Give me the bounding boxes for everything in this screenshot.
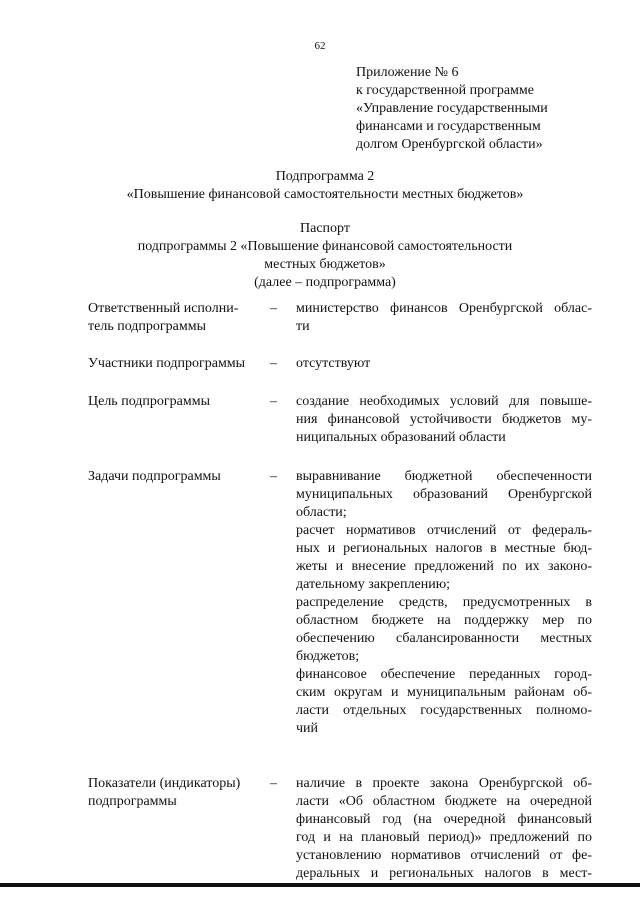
appendix-line: «Управление государственными xyxy=(356,101,548,116)
row-value-line: финансовый год (на очередной финансовый xyxy=(296,812,592,827)
row-dash: – xyxy=(270,776,277,791)
row-label xyxy=(88,300,266,336)
row-value-line: бюджетов; xyxy=(296,649,360,664)
row-dash: – xyxy=(270,356,277,371)
row-label xyxy=(88,393,266,411)
appendix-line: финансами и государственным xyxy=(356,119,541,134)
row-value-line: ниципальных образований области xyxy=(296,430,506,445)
appendix-line: долгом Оренбургской области» xyxy=(356,137,543,152)
passport-table xyxy=(88,300,592,883)
passport-row-indicators xyxy=(88,775,592,883)
row-label-line: Показатели (индикаторы) xyxy=(88,776,241,791)
row-value-line: ных и региональных налогов в местные бюд- xyxy=(296,541,592,556)
appendix-line: Приложение № 6 xyxy=(356,65,459,80)
row-value-line: выравнивание бюджетной обеспеченности xyxy=(296,469,592,484)
row-value-line: ти xyxy=(296,319,310,334)
row-value-line: создание необходимых условий для повыше- xyxy=(296,394,592,409)
row-label-line: Ответственный исполни- xyxy=(88,301,239,316)
row-value-line: чий xyxy=(296,721,319,736)
row-value-line: распределение средств, предусмотренных в xyxy=(296,595,592,610)
row-value-line: министерство финансов Оренбургской облас- xyxy=(296,301,592,316)
appendix-line: к государственной программе xyxy=(356,83,534,98)
passport-title: Паспорт xyxy=(300,221,350,236)
row-value-line: дательному закреплению; xyxy=(296,577,451,592)
subprogram-subtitle: «Повышение финансовой самостоятельности местных бюджетов» xyxy=(126,187,524,202)
row-value-line: год и на плановый период)» предложений по xyxy=(296,830,592,845)
row-value-line: муниципальных образований Оренбургской xyxy=(296,487,592,502)
row-dash: – xyxy=(270,301,277,316)
row-value-line: областном бюджете на поддержку мер по xyxy=(296,613,592,628)
passport-line: подпрограммы 2 «Повышение финансовой самостоятельности xyxy=(137,239,513,254)
row-dash: – xyxy=(270,469,277,484)
passport-line: (далее – подпрограмма) xyxy=(254,275,396,290)
row-value xyxy=(296,775,592,883)
passport-row-tasks xyxy=(88,468,592,738)
row-value-line: ским округам и муниципальным районам об- xyxy=(296,685,592,700)
row-label-line: Участники подпрограммы xyxy=(88,356,246,371)
row-value-line: финансовое обеспечение переданных город- xyxy=(296,667,592,682)
page-number: 62 xyxy=(314,40,326,52)
row-value-line: расчет нормативов отчислений от федераль- xyxy=(296,523,592,538)
passport-row-responsible xyxy=(88,300,592,336)
subprogram-heading xyxy=(60,168,590,204)
row-value-line: деральных и региональных налогов в мест- xyxy=(296,866,592,881)
row-value-line: ласти отдельных государственных полномо- xyxy=(296,703,592,718)
row-value xyxy=(296,300,592,336)
row-value-line: отсутствуют xyxy=(296,356,371,371)
appendix-header xyxy=(356,64,606,154)
row-label xyxy=(88,775,266,811)
row-dash: – xyxy=(270,394,277,409)
passport-line: местных бюджетов» xyxy=(264,257,386,272)
row-value-line: обеспечению сбалансированности местных xyxy=(296,631,592,646)
row-value xyxy=(296,393,592,447)
row-label-line: тель подпрограммы xyxy=(88,319,206,334)
row-value xyxy=(296,468,592,738)
row-value-line: установлению нормативов отчислений от фе- xyxy=(296,848,592,863)
row-value-line: наличие в проекте закона Оренбургской об- xyxy=(296,776,592,791)
row-value xyxy=(296,355,592,373)
row-value-line: ния финансовой устойчивости бюджетов му- xyxy=(296,412,592,427)
row-value-line: области; xyxy=(296,505,347,520)
row-value-line: жеты и внесение предложений по их законо- xyxy=(296,559,592,574)
subprogram-title: Подпрограмма 2 xyxy=(275,169,375,184)
row-value-line: ласти «Об областном бюджете на очередной xyxy=(296,794,592,809)
passport-heading xyxy=(60,220,590,292)
row-label xyxy=(88,468,266,486)
passport-row-participants xyxy=(88,355,592,373)
row-label-line: Задачи подпрограммы xyxy=(88,469,221,484)
row-label-line: Цель подпрограммы xyxy=(88,394,210,409)
passport-row-goal xyxy=(88,393,592,447)
scan-bottom-border xyxy=(0,883,640,887)
row-label xyxy=(88,355,266,373)
row-label-line: подпрограммы xyxy=(88,794,177,809)
